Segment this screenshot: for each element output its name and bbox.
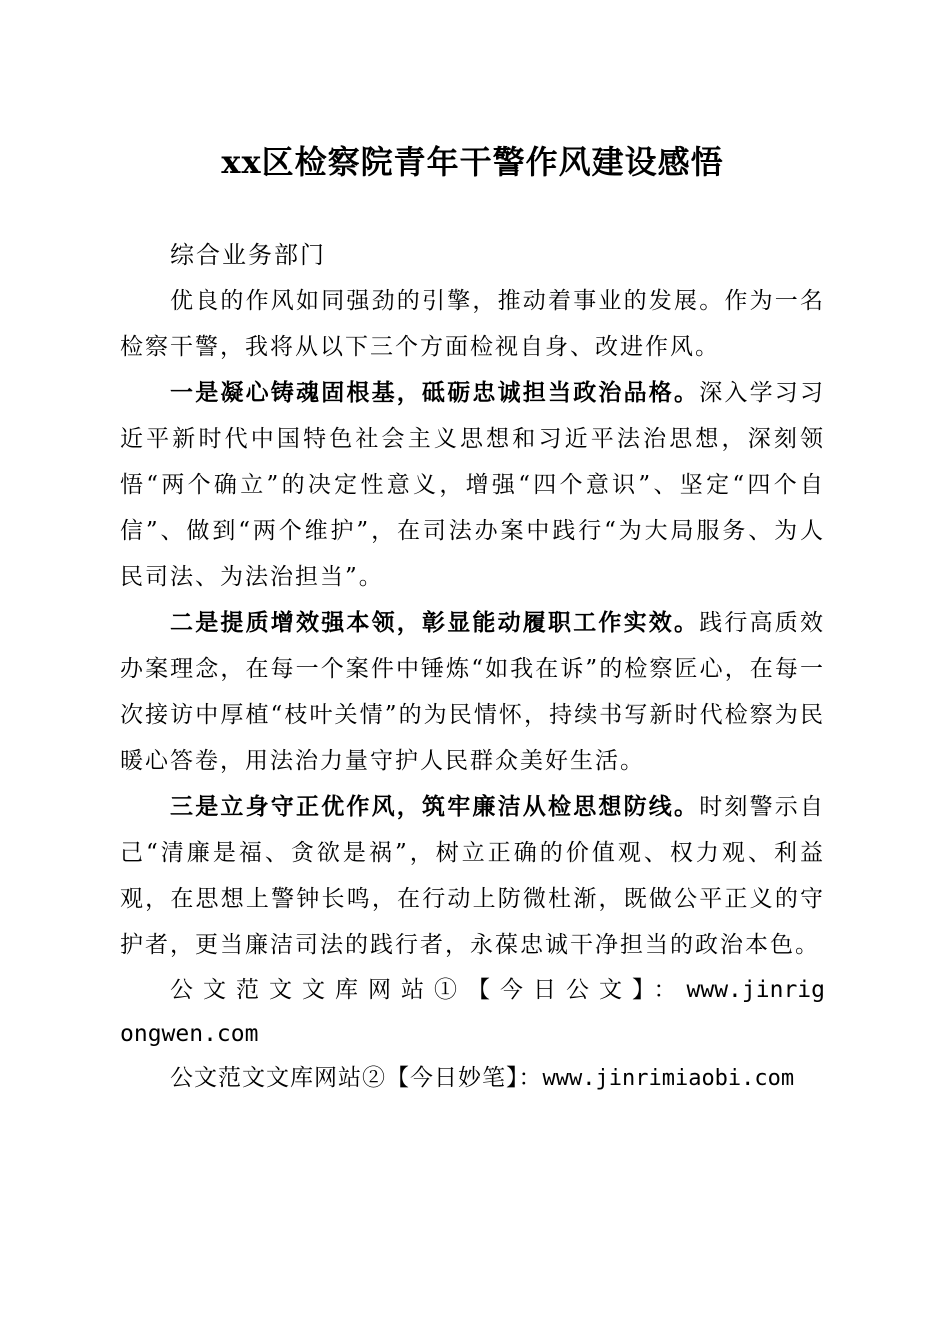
section-2-body: 践行高质效办案理念，在每一个案件中锤炼“如我在诉”的检察匠心，在每一次接访中厚植“枝叶关情”的为民情怀，持续书写新时代检察为民暖心答卷，用法治力量守护人民群众美好生活。 — [120, 610, 826, 774]
footer-link-1-label: 公文范文文库网站①【今日公文】： — [170, 977, 687, 1003]
section-2-heading: 二是提质增效强本领，彰显能动履职工作实效。 — [170, 609, 700, 636]
footer-link-2-url: www.jinrimiaobi.com — [542, 1066, 795, 1091]
section-1-body: 深入学习习近平新时代中国特色社会主义思想和习近平法治思想，深刻领悟“两个确立”的决定性意义，增强“四个意识”、坚定“四个自信”、做到“两个维护”，在司法办案中践行“为大局服务、为人民司法、为法治担当”。 — [120, 380, 826, 590]
section-1-heading: 一是凝心铸魂固根基，砥砺忠诚担当政治品格。 — [170, 379, 700, 406]
section-3-heading: 三是立身守正优作风，筑牢廉洁从检思想防线。 — [170, 793, 700, 820]
footer-link-1 — [120, 968, 825, 1056]
footer-link-2 — [120, 1056, 825, 1101]
section-3-body: 时刻警示自己“清廉是福、贪欲是祸”，树立正确的价值观、权力观、利益观，在思想上警钟长鸣，在行动上防微杜渐，既做公平正义的守护者，更当廉洁司法的践行者，永葆忠诚干净担当的政治本色。 — [120, 794, 826, 958]
footer-link-2-label: 公文范文文库网站②【今日妙笔】： — [170, 1065, 543, 1091]
footer-link-1-url: www.jinrigongwen.com — [120, 977, 825, 1047]
document-title: xx区检察院青年干警作风建设感悟 — [221, 143, 724, 181]
intro-paragraph: 优良的作风如同强劲的引擎，推动着事业的发展。作为一名检察干警，我将从以下三个方面检视自身、改进作风。 — [120, 288, 825, 360]
section-1-paragraph — [120, 370, 825, 600]
section-3-paragraph — [120, 784, 825, 968]
document-content — [120, 140, 825, 1101]
department-line: 综合业务部门 — [170, 241, 326, 269]
section-2-paragraph — [120, 600, 825, 784]
